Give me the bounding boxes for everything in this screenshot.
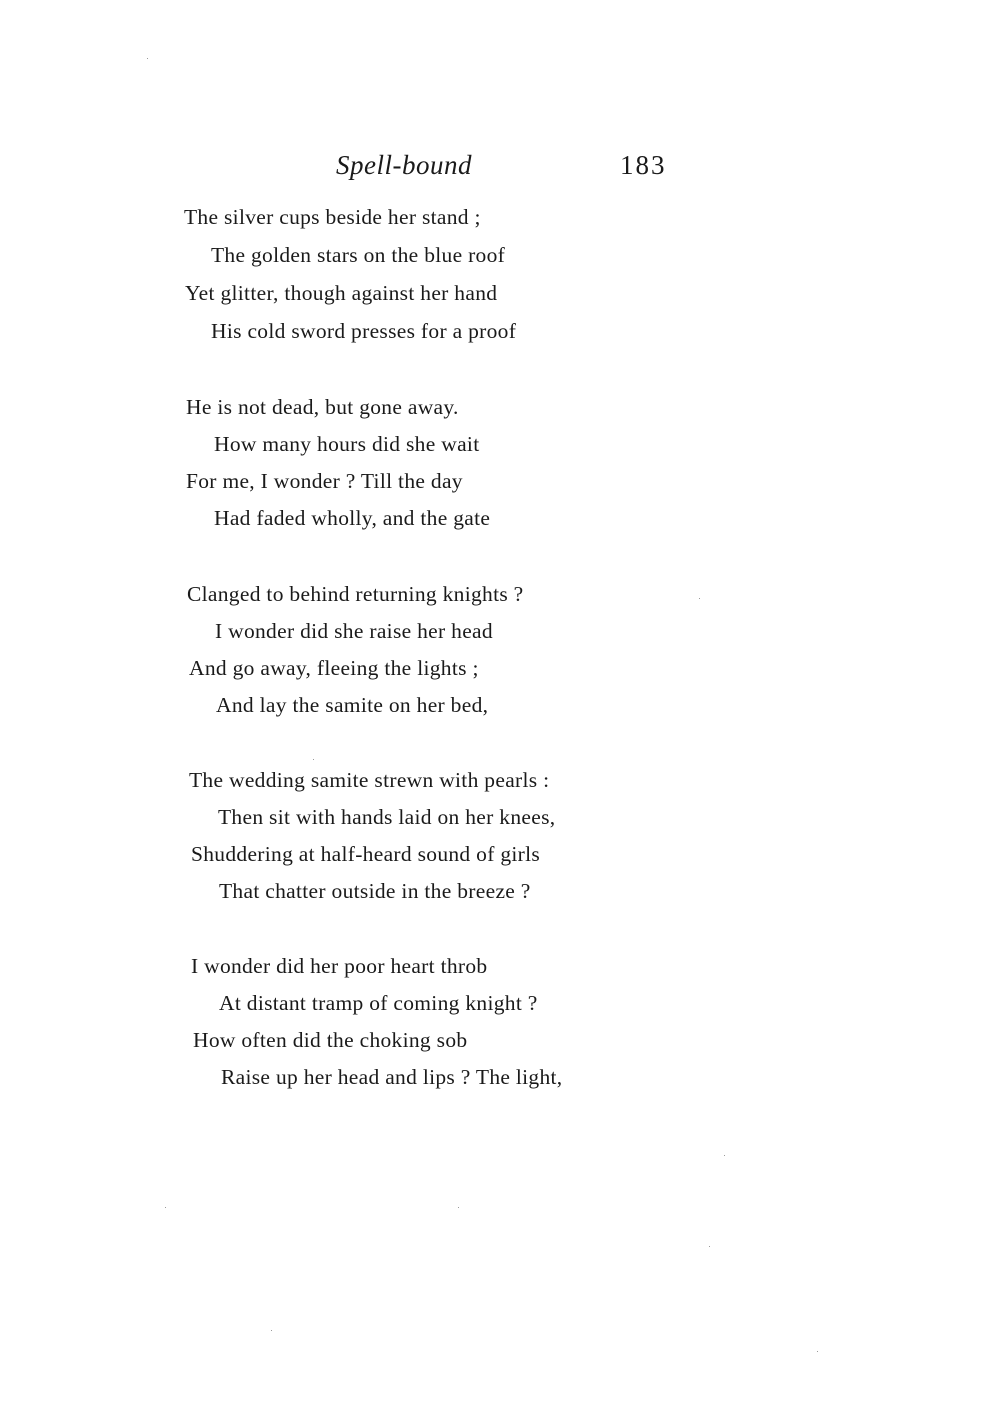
poem-line: At distant tramp of coming knight ? xyxy=(219,991,538,1015)
paper-speck xyxy=(699,598,700,599)
poem-line: I wonder did she raise her head xyxy=(215,619,493,643)
paper-speck xyxy=(458,1207,459,1208)
paper-speck xyxy=(271,1330,272,1331)
poem-line: And go away, fleeing the lights ; xyxy=(189,656,479,680)
paper-speck xyxy=(724,1155,725,1156)
paper-speck xyxy=(313,759,314,760)
paper-speck xyxy=(165,1207,166,1208)
running-title: Spell-bound xyxy=(336,150,472,180)
poem-line: The wedding samite strewn with pearls : xyxy=(189,768,550,792)
poem-line: He is not dead, but gone away. xyxy=(186,395,459,419)
running-head xyxy=(0,150,1000,190)
poem-line: The silver cups beside her stand ; xyxy=(184,205,481,229)
poem-line: How often did the choking sob xyxy=(193,1028,468,1052)
poem-line: And lay the samite on her bed, xyxy=(216,693,489,717)
paper-speck xyxy=(147,58,148,59)
paper-speck xyxy=(817,1351,818,1352)
poem-line: Yet glitter, though against her hand xyxy=(185,281,498,305)
page-number: 183 xyxy=(620,150,667,180)
poem-line: How many hours did she wait xyxy=(214,432,480,456)
poem-line: The golden stars on the blue roof xyxy=(211,243,506,267)
poem-line: Then sit with hands laid on her knees, xyxy=(218,805,556,829)
poem-line: That chatter outside in the breeze ? xyxy=(219,879,531,903)
poem-line: Raise up her head and lips ? The light, xyxy=(221,1065,563,1089)
poem-line: For me, I wonder ? Till the day xyxy=(186,469,463,493)
poem-line: His cold sword presses for a proof xyxy=(211,319,517,343)
paper-speck xyxy=(709,1246,710,1247)
poem-line: Had faded wholly, and the gate xyxy=(214,506,491,530)
poem-line: Clanged to behind returning knights ? xyxy=(187,582,524,606)
poem-line: Shuddering at half-heard sound of girls xyxy=(191,842,541,866)
poem-line: I wonder did her poor heart throb xyxy=(191,954,488,978)
